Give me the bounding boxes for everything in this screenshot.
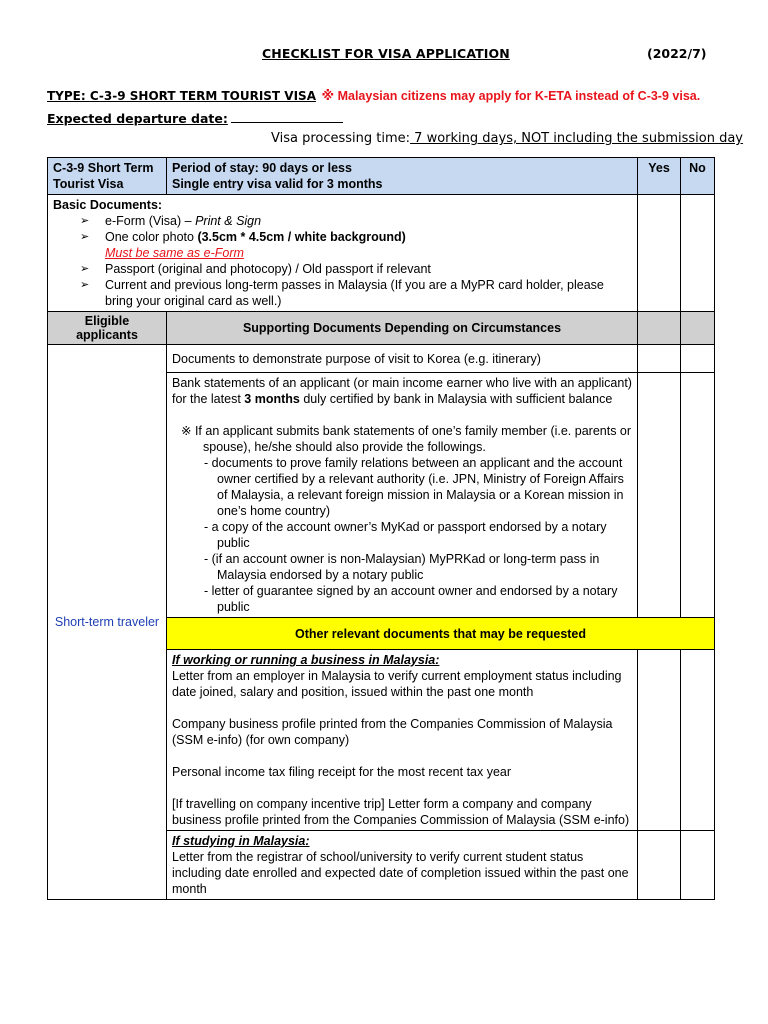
purpose-doc-cell: Documents to demonstrate purpose of visit to Korea (e.g. itinerary) bbox=[167, 345, 638, 373]
entry-validity: Single entry visa valid for 3 months bbox=[172, 177, 383, 191]
no-checkbox-cell[interactable] bbox=[681, 373, 715, 618]
departure-date-label: Expected departure date: bbox=[47, 111, 228, 126]
arrow-bullet-icon: ➢ bbox=[80, 214, 90, 227]
basic-documents-row bbox=[48, 195, 715, 312]
basic-documents-title: Basic Documents: bbox=[53, 198, 163, 212]
working-item: Personal income tax filing receipt for the most recent tax year bbox=[172, 765, 512, 779]
visa-name-cell: C-3-9 Short Term Tourist Visa bbox=[48, 158, 167, 195]
yes-checkbox-cell[interactable] bbox=[638, 345, 681, 373]
no-checkbox-cell[interactable] bbox=[681, 345, 715, 373]
list-item: ➢ e-Form (Visa) – Print & Sign bbox=[80, 214, 262, 228]
yes-checkbox-cell[interactable] bbox=[638, 650, 681, 831]
processing-time-line bbox=[271, 131, 743, 146]
arrow-bullet-icon: ➢ bbox=[80, 278, 90, 291]
list-item: ➢ Passport (original and photocopy) / Old passport if relevant bbox=[80, 262, 431, 276]
purpose-row bbox=[48, 345, 715, 373]
bank-statement-cell bbox=[167, 373, 638, 618]
list-item: ➢ Current and previous long-term passes in Malaysia (If you are a MyPR card holder, please bring your original card as well.) bbox=[80, 278, 604, 308]
checklist-table bbox=[47, 157, 715, 900]
k-eta-note: Malaysian citizens may apply for K-ETA instead of C-3-9 visa. bbox=[337, 89, 701, 103]
no-checkbox-cell[interactable] bbox=[681, 650, 715, 831]
working-cell bbox=[167, 650, 638, 831]
visa-header-row bbox=[48, 158, 715, 195]
processing-time-label: Visa processing time: bbox=[271, 131, 411, 146]
supporting-documents-header: Supporting Documents Depending on Circumstances bbox=[167, 312, 638, 345]
other-documents-header: Other relevant documents that may be requested bbox=[167, 618, 715, 650]
document-title: CHECKLIST FOR VISA APPLICATION bbox=[262, 46, 510, 61]
supporting-header-row bbox=[48, 312, 715, 345]
arrow-bullet-icon: ➢ bbox=[80, 230, 90, 243]
studying-title: If studying in Malaysia: bbox=[172, 834, 310, 848]
working-item: Letter from an employer in Malaysia to verify current employment status including date joined, salary and position, issued within the past one month bbox=[172, 669, 622, 699]
header-blank-no bbox=[681, 312, 715, 345]
working-item: [If travelling on company incentive trip] Letter form a company and company business profile printed from the Companies Commission of Malaysia (SSM e-info) bbox=[172, 797, 630, 827]
basic-documents-list bbox=[53, 213, 632, 309]
yes-checkbox-cell[interactable] bbox=[638, 373, 681, 618]
visa-type-line bbox=[47, 89, 700, 104]
family-item: - (if an account owner is non-Malaysian) MyPRKad or long-term pass in Malaysia endorsed by a notary public bbox=[204, 552, 600, 582]
short-term-traveler-cell: Short-term traveler bbox=[48, 345, 167, 900]
departure-date-blank bbox=[231, 110, 343, 123]
list-item: ➢ One color photo (3.5cm * 4.5cm / white background) Must be same as e-Form bbox=[53, 229, 632, 261]
arrow-bullet-icon: ➢ bbox=[80, 262, 90, 275]
no-checkbox-cell[interactable] bbox=[681, 195, 715, 312]
period-cell bbox=[167, 158, 638, 195]
reference-mark-icon: ※ bbox=[321, 89, 335, 104]
family-item: - a copy of the account owner’s MyKad or passport endorsed by a notary public bbox=[204, 520, 607, 550]
processing-time-value: 7 working days, NOT including the submission day bbox=[410, 131, 743, 146]
yes-checkbox-cell[interactable] bbox=[638, 831, 681, 900]
no-header: No bbox=[681, 158, 715, 195]
family-item: - letter of guarantee signed by an account owner and endorsed by a notary public bbox=[204, 584, 618, 614]
visa-type-label: TYPE: C-3-9 SHORT TERM TOURIST VISA bbox=[47, 89, 316, 103]
no-checkbox-cell[interactable] bbox=[681, 831, 715, 900]
yes-checkbox-cell[interactable] bbox=[638, 195, 681, 312]
header-blank-yes bbox=[638, 312, 681, 345]
studying-cell bbox=[167, 831, 638, 900]
departure-date-line bbox=[47, 110, 343, 126]
bank-statement-text: Bank statements of an applicant (or main income earner who live with an applicant) for the latest 3 months duly certified by bank in Malaysia with sufficient balance bbox=[172, 376, 632, 406]
basic-documents-cell bbox=[48, 195, 638, 312]
yes-header: Yes bbox=[638, 158, 681, 195]
document-year: (2022/7) bbox=[647, 46, 707, 61]
period-of-stay: Period of stay: 90 days or less bbox=[172, 161, 352, 175]
eligible-applicants-header: Eligible applicants bbox=[48, 312, 167, 345]
working-item: Company business profile printed from the Companies Commission of Malaysia (SSM e-info) (for own company) bbox=[172, 717, 613, 747]
family-item: - documents to prove family relations between an applicant and the account owner certified by a relevant authority (i.e. JPN, Ministry of Foreign Affairs of Malaysia, a relevant foreign mission in Malaysia or a Korean mission in one’s home country) bbox=[204, 456, 624, 518]
studying-text: Letter from the registrar of school/university to verify current student status including date enrolled and expected date of completion issued within the past one month bbox=[172, 850, 629, 896]
photo-note: Must be same as e-Form bbox=[105, 246, 244, 260]
family-member-note: ※ If an applicant submits bank statements of one’s family member (i.e. parents or spouse), he/she should also provide the followings. bbox=[181, 424, 632, 454]
working-title: If working or running a business in Malaysia: bbox=[172, 653, 440, 667]
